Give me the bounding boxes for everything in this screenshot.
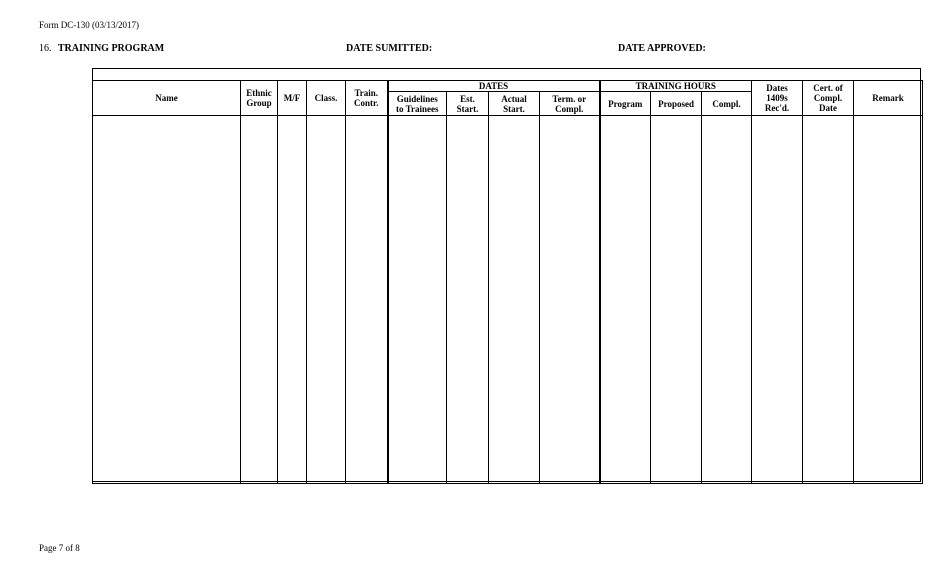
group-training-hours: TRAINING HOURS [600, 81, 752, 92]
cell-cert-compl[interactable] [803, 116, 854, 484]
page-number: Page 7 of 8 [39, 543, 80, 553]
col-compl: Compl. [702, 92, 752, 116]
form-id: Form DC-130 (03/13/2017) [39, 20, 139, 30]
cell-ethnic-group[interactable] [241, 116, 278, 484]
cell-actual-start[interactable] [489, 116, 540, 484]
col-cert-compl: Cert. of Compl. Date [803, 81, 854, 116]
section-number: 16. [39, 43, 52, 54]
cell-remark[interactable] [854, 116, 923, 484]
date-approved-label: DATE APPROVED: [618, 43, 706, 54]
cell-proposed[interactable] [651, 116, 702, 484]
table-row [93, 116, 923, 484]
section-title: TRAINING PROGRAM [57, 43, 165, 54]
col-class: Class. [307, 81, 346, 116]
cell-name[interactable] [93, 116, 241, 484]
cell-guidelines[interactable] [388, 116, 447, 484]
col-mf: M/F [278, 81, 307, 116]
col-est-start: Est. Start. [447, 92, 489, 116]
cell-dates-1409s[interactable] [752, 116, 803, 484]
col-remark: Remark [854, 81, 923, 116]
group-dates: DATES [388, 81, 600, 92]
cell-est-start[interactable] [447, 116, 489, 484]
col-dates-1409s: Dates 1409s Rec'd. [752, 81, 803, 116]
col-name: Name [93, 81, 241, 116]
col-term-compl: Term. or Compl. [540, 92, 600, 116]
cell-mf[interactable] [278, 116, 307, 484]
cell-train-contr[interactable] [346, 116, 388, 484]
section-heading [39, 43, 164, 54]
col-proposed: Proposed [651, 92, 702, 116]
cell-class[interactable] [307, 116, 346, 484]
col-guidelines: Guidelines to Trainees [388, 92, 447, 116]
training-program-table [92, 80, 923, 484]
col-ethnic-group: Ethnic Group [241, 81, 278, 116]
cell-term-compl[interactable] [540, 116, 600, 484]
cell-program[interactable] [600, 116, 651, 484]
col-program: Program [600, 92, 651, 116]
date-submitted-label: DATE SUMITTED: [346, 43, 433, 54]
col-train-contr: Train. Contr. [346, 81, 388, 116]
col-actual-start: Actual Start. [489, 92, 540, 116]
cell-compl[interactable] [702, 116, 752, 484]
